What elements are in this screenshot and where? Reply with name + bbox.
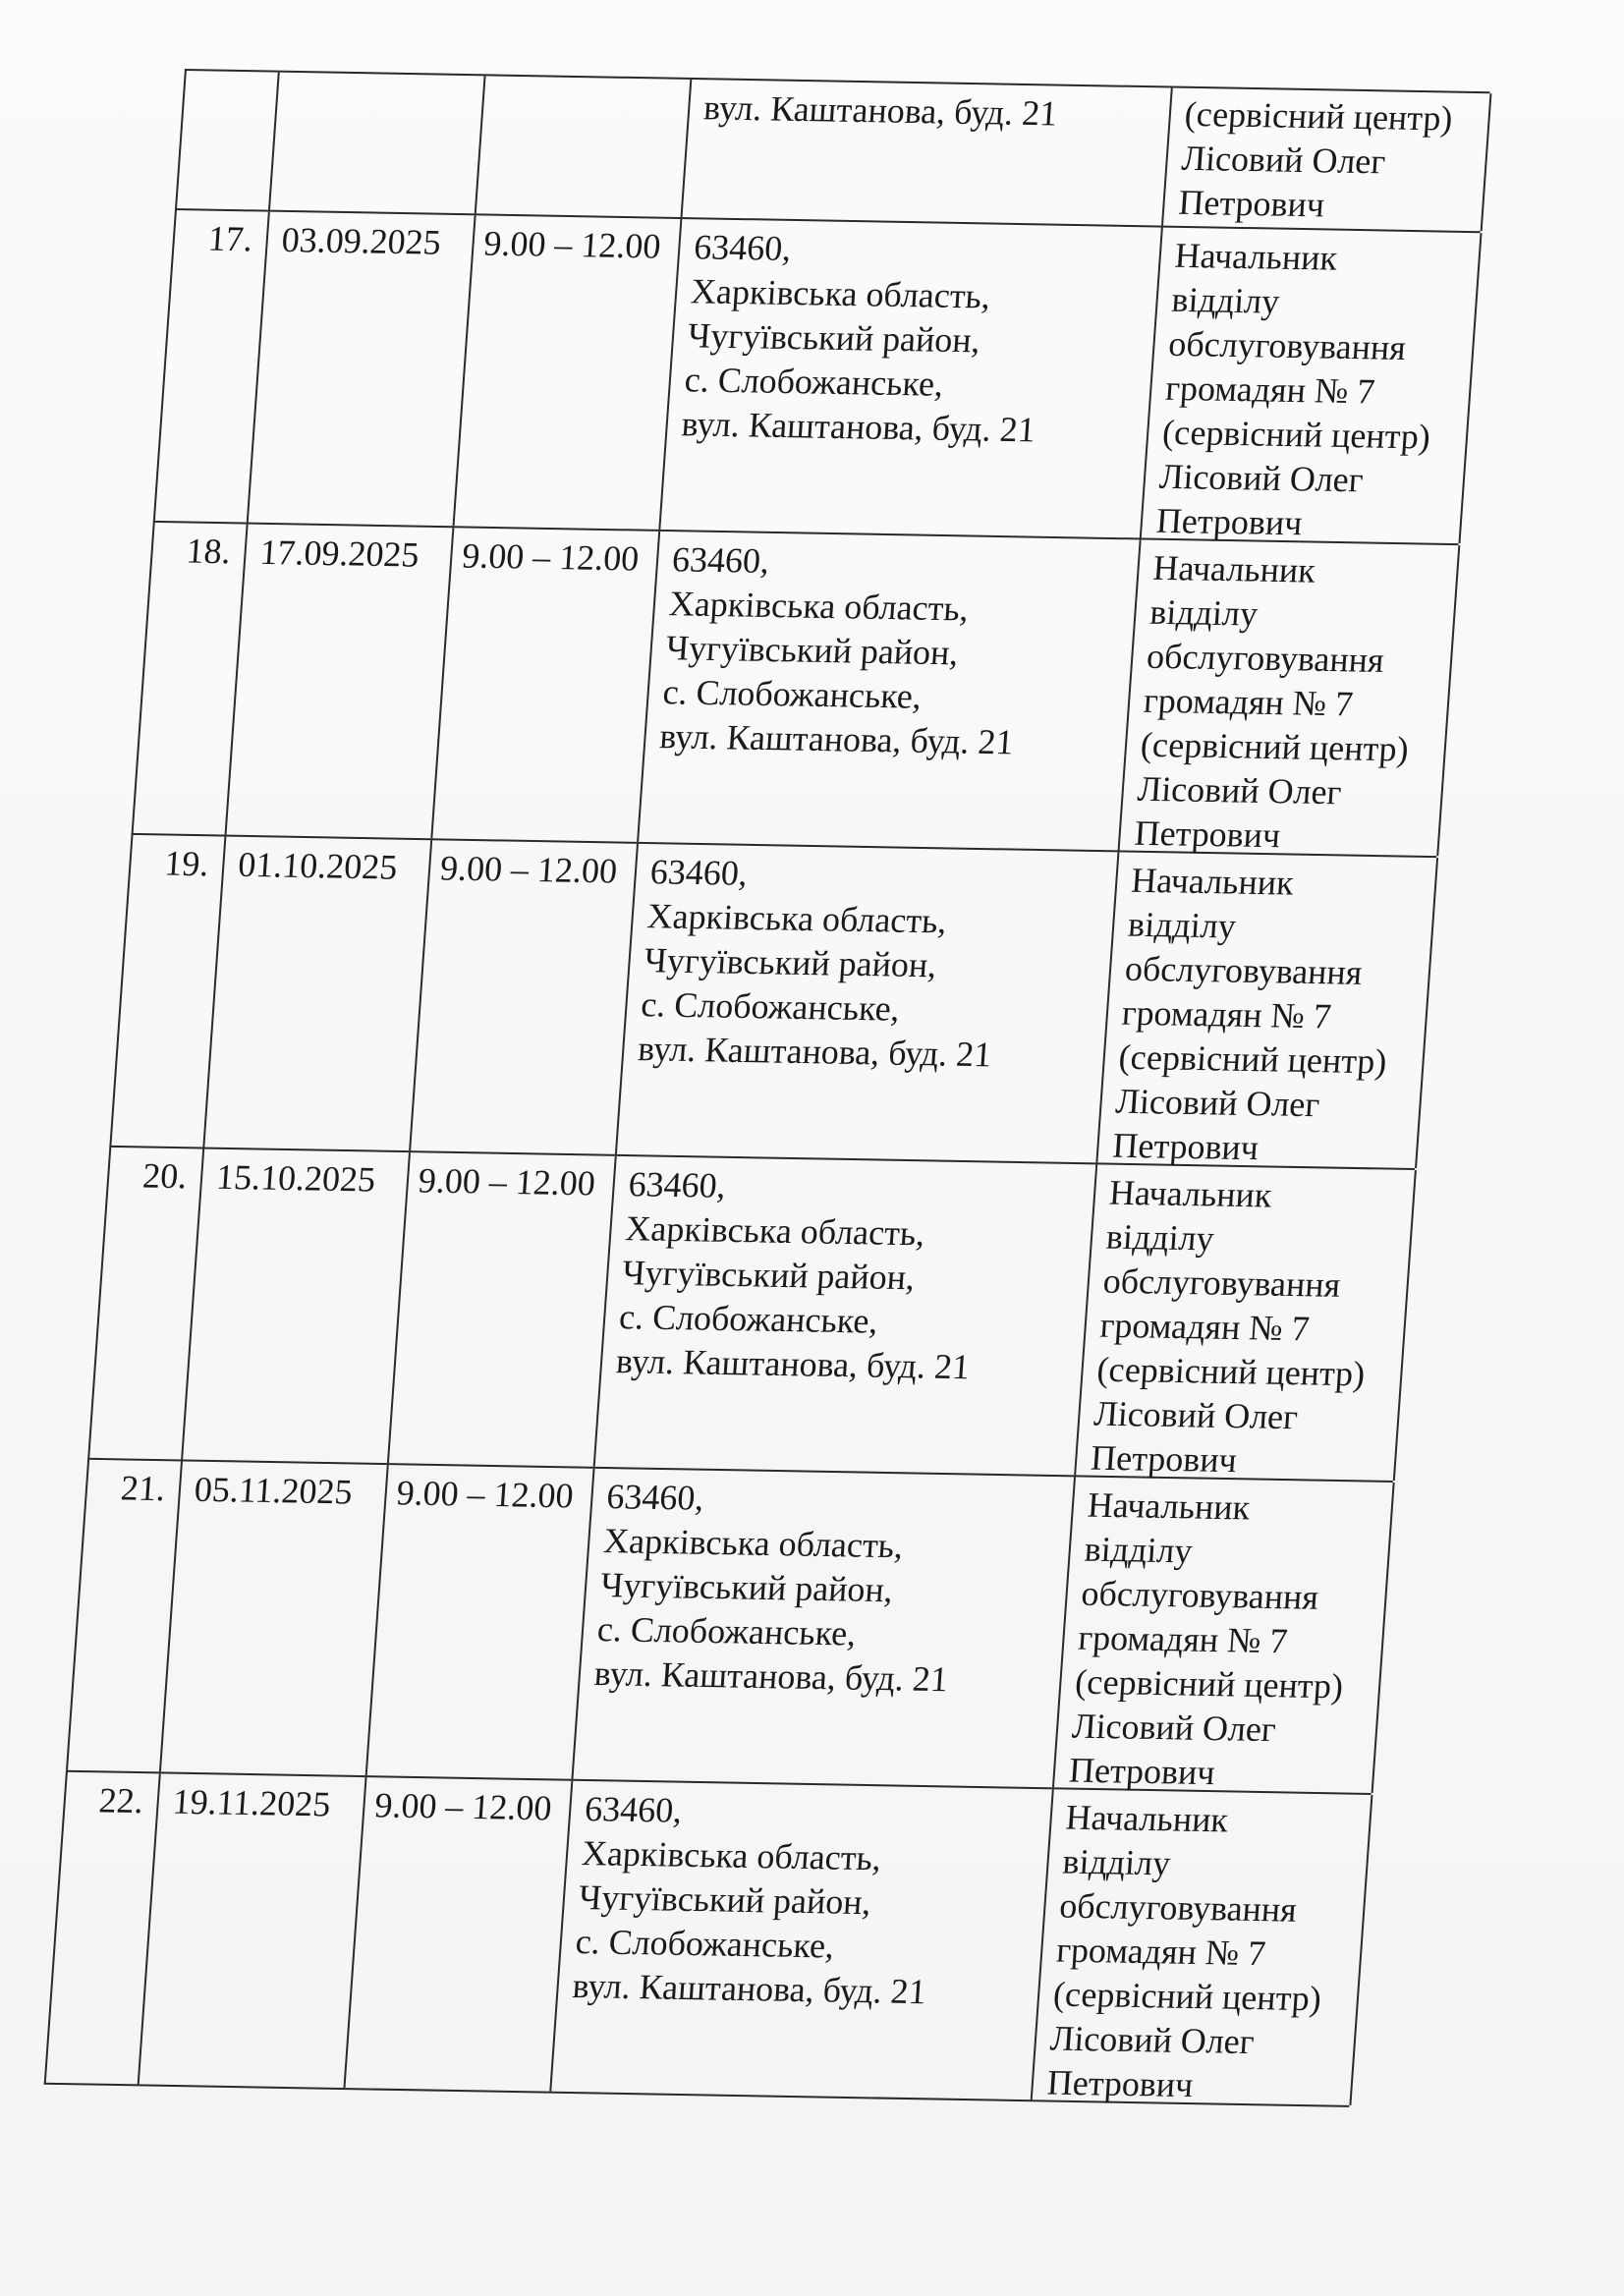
responsible-person-line: громадян № 7 xyxy=(1142,680,1355,724)
responsible-person-line: (сервісний центр) xyxy=(1139,724,1411,769)
address-line: с. Слобожанське, xyxy=(595,1609,858,1653)
address-line: с. Слобожанське, xyxy=(661,672,924,716)
address-line: 63460, xyxy=(583,1789,684,1830)
time-cell: 9.00 – 12.00 xyxy=(411,840,639,1154)
responsible-person-line: відділу xyxy=(1104,1216,1216,1259)
responsible-person-line: Лісовий Олег xyxy=(1136,768,1343,812)
responsible-person-cell xyxy=(1142,228,1483,544)
responsible-person-line: Начальник xyxy=(1130,860,1296,903)
responsible-person-line: Петрович xyxy=(1045,2062,1195,2105)
address-line: вул. Каштанова, буд. 21 xyxy=(592,1653,950,1700)
time-cell: 9.00 – 12.00 xyxy=(432,528,660,842)
responsible-person-line: Начальник xyxy=(1086,1484,1252,1528)
responsible-person-cell xyxy=(1097,852,1438,1168)
responsible-person-line: Петрович xyxy=(1177,182,1326,225)
address-line: с. Слобожанське, xyxy=(617,1297,879,1341)
address-line: с. Слобожанське, xyxy=(574,1921,836,1966)
row-number-cell: 19. xyxy=(111,835,226,1148)
date-cell: 05.11.2025 xyxy=(161,1461,389,1775)
responsible-person-cell xyxy=(1163,88,1491,232)
responsible-person-line: обслуговування xyxy=(1145,636,1386,680)
responsible-person-line: Лісовий Олег xyxy=(1048,2018,1256,2062)
address-line: с. Слобожанське, xyxy=(640,984,902,1029)
address-cell xyxy=(551,1781,1054,2100)
date-cell: 19.11.2025 xyxy=(140,1773,367,2088)
address-line: вул. Каштанова, буд. 21 xyxy=(658,716,1015,762)
time-cell: 9.00 – 12.00 xyxy=(345,1777,573,2092)
responsible-person-line: відділу xyxy=(1126,904,1238,946)
address-line: Чугуївський район, xyxy=(577,1876,873,1923)
address-line: Харківська область, xyxy=(689,271,992,316)
address-line: Харківська область, xyxy=(580,1832,883,1878)
responsible-person-line: Начальник xyxy=(1151,547,1317,590)
responsible-person-line: Лісовий Олег xyxy=(1114,1081,1321,1125)
responsible-person-line: обслуговування xyxy=(1123,948,1364,992)
time-cell: 9.00 – 12.00 xyxy=(389,1152,617,1467)
responsible-person-line: обслуговування xyxy=(1101,1260,1342,1305)
responsible-person-line: обслуговування xyxy=(1080,1573,1320,1617)
address-cell xyxy=(683,80,1173,226)
address-line: вул. Каштанова, буд. 21 xyxy=(701,87,1059,134)
table-row xyxy=(153,208,1481,543)
responsible-person-line: Петрович xyxy=(1111,1125,1260,1168)
address-line: 63460, xyxy=(605,1477,705,1518)
responsible-person-line: Начальник xyxy=(1107,1172,1273,1215)
responsible-person-cell xyxy=(1076,1164,1417,1481)
responsible-person-line: (сервісний центр) xyxy=(1117,1036,1388,1082)
address-cell xyxy=(617,844,1120,1163)
address-line: Харківська область, xyxy=(624,1208,926,1254)
address-line: 63460, xyxy=(648,852,750,893)
responsible-person-line: обслуговування xyxy=(1167,323,1408,367)
responsible-person-line: Петрович xyxy=(1067,1750,1216,1793)
address-line: Харківська область, xyxy=(667,584,971,629)
table-row xyxy=(66,1458,1393,1793)
responsible-person-line: обслуговування xyxy=(1058,1885,1299,1930)
responsible-person-line: відділу xyxy=(1170,279,1281,321)
row-number-cell: 18. xyxy=(134,523,249,835)
row-number-cell xyxy=(177,71,280,210)
responsible-person-line: Лісовий Олег xyxy=(1092,1393,1300,1437)
row-number-cell: 22. xyxy=(46,1772,161,2085)
responsible-person-line: (сервісний центр) xyxy=(1160,412,1432,457)
table-row xyxy=(44,1770,1372,2107)
responsible-person-line: Петрович xyxy=(1154,500,1304,543)
address-line: Харківська область, xyxy=(602,1521,905,1566)
responsible-person-line: відділу xyxy=(1061,1841,1172,1883)
time-cell xyxy=(476,76,693,217)
address-line: 63460, xyxy=(627,1164,728,1205)
table-row xyxy=(109,833,1436,1168)
responsible-person-line: Лісовий Олег xyxy=(1070,1706,1278,1750)
address-line: Чугуївський район, xyxy=(664,628,960,673)
address-line: 63460, xyxy=(693,227,793,268)
responsible-person-line: громадян № 7 xyxy=(1120,992,1333,1036)
responsible-person-line: відділу xyxy=(1083,1529,1194,1571)
responsible-person-line: Лісовий Олег xyxy=(1157,456,1365,500)
responsible-person-line: Петрович xyxy=(1089,1437,1239,1481)
responsible-person-line: громадян № 7 xyxy=(1055,1930,1267,1974)
responsible-person-cell xyxy=(1054,1477,1395,1793)
date-cell: 15.10.2025 xyxy=(183,1149,411,1464)
responsible-person-line: Лісовий Олег xyxy=(1180,138,1387,182)
address-line: вул. Каштанова, буд. 21 xyxy=(637,1029,993,1075)
date-cell: 01.10.2025 xyxy=(204,837,432,1151)
row-number-cell: 17. xyxy=(155,210,270,523)
responsible-person-line: (сервісний центр) xyxy=(1095,1349,1367,1394)
address-cell xyxy=(660,219,1163,538)
table-row xyxy=(132,521,1459,856)
address-line: с. Слобожанське, xyxy=(683,360,945,404)
time-cell: 9.00 – 12.00 xyxy=(455,215,683,530)
address-cell xyxy=(595,1156,1098,1476)
responsible-person-line: (сервісний центр) xyxy=(1051,1974,1323,2019)
time-cell: 9.00 – 12.00 xyxy=(367,1465,595,1779)
address-line: Чугуївський район, xyxy=(621,1253,917,1298)
responsible-person-line: громадян № 7 xyxy=(1164,367,1376,412)
table-row xyxy=(175,69,1490,231)
responsible-person-line: відділу xyxy=(1148,591,1260,634)
date-cell xyxy=(270,73,486,214)
date-cell: 03.09.2025 xyxy=(249,212,476,527)
address-line: вул. Каштанова, буд. 21 xyxy=(571,1965,928,2012)
responsible-person-line: громадян № 7 xyxy=(1098,1305,1312,1349)
address-line: Чугуївський район, xyxy=(643,940,938,985)
date-cell: 17.09.2025 xyxy=(227,525,455,839)
responsible-person-line: громадян № 7 xyxy=(1077,1617,1289,1661)
responsible-person-line: Начальник xyxy=(1173,235,1339,278)
responsible-person-cell xyxy=(1120,540,1461,857)
responsible-person-line: Начальник xyxy=(1064,1797,1230,1840)
address-line: 63460, xyxy=(670,539,771,581)
responsible-person-line: (сервісний центр) xyxy=(1183,93,1454,139)
address-line: вул. Каштанова, буд. 21 xyxy=(680,404,1037,450)
row-number-cell: 21. xyxy=(68,1460,183,1772)
responsible-person-line: Петрович xyxy=(1133,812,1282,856)
row-number-cell: 20. xyxy=(89,1148,204,1460)
address-line: вул. Каштанова, буд. 21 xyxy=(614,1341,972,1387)
address-cell xyxy=(639,532,1142,851)
address-line: Чугуївський район, xyxy=(686,315,982,361)
address-line: Чугуївський район, xyxy=(598,1565,895,1610)
address-cell xyxy=(573,1469,1076,1788)
responsible-person-line: (сервісний центр) xyxy=(1074,1661,1345,1707)
responsible-person-cell xyxy=(1033,1789,1373,2105)
schedule-table xyxy=(44,69,1490,2107)
address-line: Харківська область, xyxy=(645,896,948,941)
table-row xyxy=(87,1146,1415,1481)
